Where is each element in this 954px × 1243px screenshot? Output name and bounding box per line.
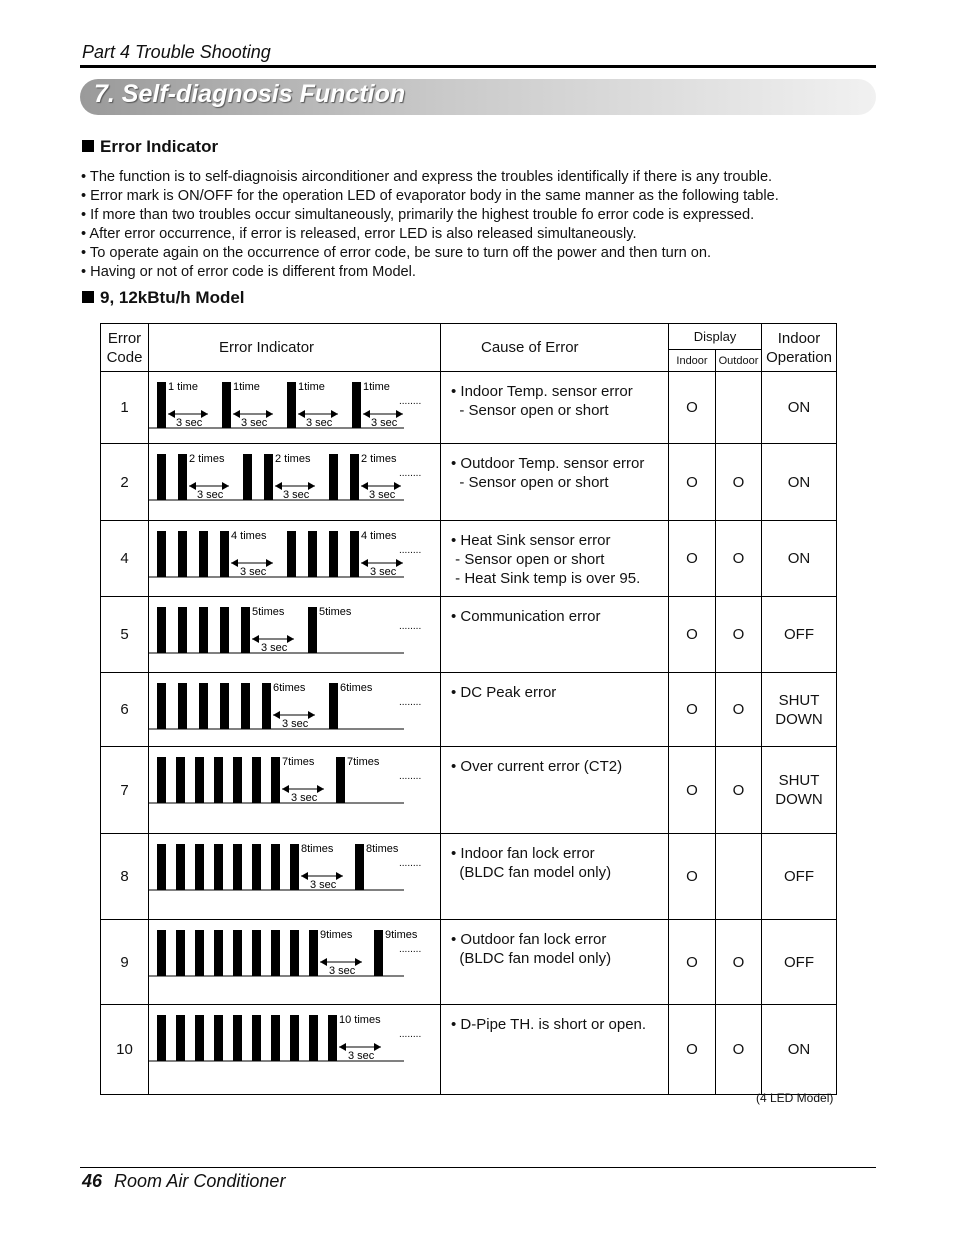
pulse-bar [350,454,359,500]
pulse-bar [199,683,208,729]
pulse-bar [214,930,223,976]
indoor-led-mark: O [686,399,698,416]
pulse-bar [214,757,223,803]
operation-text: OFF [784,953,814,971]
bullet-item: • After error occurrence, if error is released, error LED is also released simultaneously. [81,226,637,242]
outdoor-led-cell [716,747,762,834]
section-heading-text: 9, 12kBtu/h Model [100,288,245,307]
pulse-count-label: 1time [298,381,325,393]
pulse-count-label: 8times [301,843,334,855]
operation-text: ON [787,1041,811,1058]
pulse-bar [252,930,261,976]
arrowhead-left-icon [275,482,282,490]
operation-text: SHUT DOWN [775,691,823,728]
pulse-bar [233,930,242,976]
error-code: 2 [120,473,129,491]
indoor-led-cell [669,673,716,747]
continuation-dots: ........ [399,621,422,632]
indoor-led-mark: O [686,701,698,718]
outdoor-led-cell [716,1005,762,1095]
error-indicator-cell [149,834,441,920]
pulse-count-label: 7times [282,756,315,768]
cause-cell [441,597,669,673]
bullet-item: • Having or not of error code is different from Model. [81,264,416,280]
continuation-dots: ........ [399,1029,422,1040]
cause-text: • D-Pipe TH. is short or open. [451,1016,647,1033]
pulse-bar [157,757,166,803]
interval-label: 3 sec [370,566,397,578]
pulse-bar [176,930,185,976]
arrowhead-right-icon [317,785,324,793]
table-row [101,521,837,597]
arrowhead-left-icon [233,410,240,418]
pulse-bar [178,531,187,577]
arrowhead-left-icon [168,410,175,418]
continuation-dots: ........ [399,858,422,869]
pulse-count-label: 6times [273,682,306,694]
pulse-bar [329,454,338,500]
outdoor-led-cell [716,521,762,597]
cause-text: • Indoor fan lock error (BLDC fan model only) [451,845,612,881]
indoor-led-cell [669,597,716,673]
interval-label: 3 sec [261,642,288,654]
pulse-count-label: 7times [347,756,380,768]
pulse-count-label: 2 times [189,453,225,465]
indoor-led-mark: O [686,473,698,491]
cause-cell [441,521,669,597]
pulse-bar [195,1015,204,1061]
cause-text: • Over current error (CT2) [451,758,623,775]
arrowhead-right-icon [374,1043,381,1051]
arrowhead-left-icon [252,635,259,643]
cause-text: • Outdoor fan lock error (BLDC fan model only) [451,931,612,967]
indoor-led-cell [669,747,716,834]
pulse-count-label: 2 times [361,453,397,465]
pulse-diagram [149,444,439,520]
interval-label: 3 sec [240,566,267,578]
interval-label: 3 sec [291,792,318,804]
pulse-bar [220,531,229,577]
pulse-bar [287,382,296,428]
cause-cell [441,372,669,444]
arrowhead-right-icon [266,559,273,567]
pulse-bar [233,1015,242,1061]
error-indicator-cell [149,920,441,1005]
pulse-bar [157,454,166,500]
error-code: 9 [120,953,129,971]
pulse-bar [195,930,204,976]
footer-title: Room Air Conditioner [114,1171,286,1191]
outdoor-led-mark: O [732,550,745,567]
table-row [101,920,837,1005]
section-heading-model [82,288,245,308]
error-code: 5 [120,626,129,643]
cause-text: • Outdoor Temp. sensor error - Sensor open or short [451,455,645,491]
interval-label: 3 sec [371,417,398,429]
pulse-count-label: 5times [319,606,352,618]
table-row [101,673,837,747]
indoor-led-mark: O [686,868,698,885]
continuation-dots: ........ [399,944,422,955]
indoor-led-cell [669,372,716,444]
interval-label: 3 sec [329,965,356,977]
pulse-count-label: 8times [366,843,399,855]
header-error-indicator: Error Indicator [149,324,441,372]
interval-label: 3 sec [369,489,396,501]
interval-label: 3 sec [283,489,310,501]
operation-text: OFF [784,868,814,885]
operation-cell [762,444,837,521]
interval-label: 3 sec [282,718,309,730]
arrowhead-left-icon [282,785,289,793]
pulse-bar [195,844,204,890]
header-display: Display [669,324,762,350]
pulse-diagram [149,1005,439,1094]
cause-cell [441,673,669,747]
indoor-led-cell [669,1005,716,1095]
cause-cell [441,747,669,834]
error-code-cell [101,597,149,673]
pulse-bar [214,844,223,890]
cause-text: • Indoor Temp. sensor error - Sensor open or short [451,383,633,419]
indoor-led-cell [669,444,716,521]
pulse-bar [262,683,271,729]
indoor-led-mark: O [686,550,698,567]
cause-cell [441,834,669,920]
arrowhead-left-icon [189,482,196,490]
pulse-count-label: 1 time [168,381,198,393]
header-operation: Indoor Operation [762,324,837,372]
pulse-bar [199,531,208,577]
pulse-bar [352,382,361,428]
pulse-count-label: 6times [340,682,373,694]
outdoor-led-cell [716,673,762,747]
cause-text: • Communication error [451,608,601,625]
indoor-led-cell [669,920,716,1005]
outdoor-led-mark: O [732,701,745,718]
pulse-bar [252,757,261,803]
pulse-bar [241,607,250,653]
cause-text: • Heat Sink sensor error - Sensor open or short - Heat Sink temp is over 95. [451,532,641,587]
operation-text: ON [787,473,811,491]
arrowhead-right-icon [396,559,403,567]
pulse-bar [157,683,166,729]
pulse-bar [329,683,338,729]
table-row [101,747,837,834]
continuation-dots: ........ [399,697,422,708]
error-code-cell [101,747,149,834]
outdoor-led-mark: O [732,626,745,643]
table-note: (4 LED Model) [756,1091,834,1105]
outdoor-led-cell [716,597,762,673]
header-indoor: Indoor [669,350,716,372]
page-number: 46 [82,1171,103,1191]
pulse-bar [308,531,317,577]
pulse-bar [178,683,187,729]
arrowhead-right-icon [308,711,315,719]
pulse-bar [309,930,318,976]
pulse-bar [195,757,204,803]
pulse-bar [214,1015,223,1061]
error-code-table [100,323,837,1095]
indoor-led-mark: O [686,781,698,799]
arrowhead-left-icon [361,559,368,567]
table-row [101,372,837,444]
outdoor-led-mark: O [732,781,745,799]
bullet-item: • If more than two troubles occur simultaneously, primarily the highest trouble fo error code is expressed. [81,207,755,223]
interval-label: 3 sec [197,489,224,501]
pulse-bar [271,1015,280,1061]
error-indicator-cell [149,521,441,597]
pulse-count-label: 9times [385,929,418,941]
arrowhead-left-icon [231,559,238,567]
pulse-bar [355,844,364,890]
footer [82,1171,285,1192]
cause-text: • DC Peak error [451,684,557,701]
error-indicator-cell [149,597,441,673]
pulse-bar [157,1015,166,1061]
table-row [101,834,837,920]
outdoor-led-cell [716,444,762,521]
outdoor-led-mark: O [732,953,745,971]
pulse-bar [241,683,250,729]
pulse-bar [220,607,229,653]
table-row [101,1005,837,1095]
indoor-led-mark: O [686,953,698,971]
pulse-bar [157,930,166,976]
pulse-bar [271,844,280,890]
cause-cell [441,1005,669,1095]
pulse-bar [157,531,166,577]
interval-label: 3 sec [310,879,337,891]
bullet-list [81,168,779,282]
error-code-cell [101,372,149,444]
header-rule [80,65,876,68]
pulse-bar [308,607,317,653]
pulse-diagram [149,521,439,596]
pulse-bar [176,1015,185,1061]
error-code: 7 [120,781,129,799]
pulse-bar [178,454,187,500]
indoor-led-cell [669,521,716,597]
error-code-cell [101,444,149,521]
arrowhead-left-icon [301,872,308,880]
arrowhead-right-icon [355,958,362,966]
outdoor-led-mark: O [732,1041,745,1058]
operation-cell [762,1005,837,1095]
arrowhead-right-icon [287,635,294,643]
interval-label: 3 sec [241,417,268,429]
operation-cell [762,597,837,673]
error-indicator-cell [149,444,441,521]
pulse-bar [233,844,242,890]
pulse-count-label: 4 times [361,530,397,542]
pulse-bar [374,930,383,976]
pulse-bar [329,531,338,577]
continuation-dots: ........ [399,545,422,556]
pulse-bar [157,607,166,653]
pulse-bar [336,757,345,803]
indoor-led-cell [669,834,716,920]
outdoor-led-mark: O [732,473,745,491]
outdoor-led-cell [716,372,762,444]
error-code: 10 [116,1041,133,1058]
pulse-diagram [149,597,439,672]
bullet-item: • The function is to self-diagnoisis airconditioner and express the troubles identifically if there is any trouble. [81,169,773,185]
pulse-count-label: 1time [233,381,260,393]
pulse-bar [176,757,185,803]
outdoor-led-cell [716,834,762,920]
table-row [101,444,837,521]
arrowhead-left-icon [273,711,280,719]
error-code-cell [101,834,149,920]
pulse-count-label: 10 times [339,1014,381,1026]
pulse-bar [290,1015,299,1061]
pulse-bar [176,844,185,890]
pulse-bar [252,1015,261,1061]
error-indicator-cell [149,372,441,444]
error-code-cell [101,673,149,747]
header-error-code: Error Code [101,324,149,372]
error-code-cell [101,920,149,1005]
arrowhead-left-icon [320,958,327,966]
pulse-count-label: 1time [363,381,390,393]
interval-label: 3 sec [176,417,203,429]
pulse-bar [233,757,242,803]
pulse-bar [264,454,273,500]
square-bullet-icon [82,291,94,303]
interval-label: 3 sec [348,1050,375,1062]
operation-text: ON [787,399,811,416]
pulse-bar [222,382,231,428]
operation-text: SHUT DOWN [775,772,823,808]
error-code: 8 [120,868,129,885]
operation-cell [762,673,837,747]
section-heading-error-indicator [82,137,218,157]
pulse-bar [290,844,299,890]
bullet-item: • Error mark is ON/OFF for the operation LED of evaporator body in the same manner as the following table. [81,188,779,204]
operation-cell [762,521,837,597]
continuation-dots: ........ [399,468,422,479]
error-indicator-cell [149,747,441,834]
cause-cell [441,444,669,521]
operation-cell [762,920,837,1005]
table-row [101,597,837,673]
arrowhead-left-icon [298,410,305,418]
pulse-bar [328,1015,337,1061]
pulse-bar [199,607,208,653]
pulse-diagram [149,747,439,833]
outdoor-led-cell [716,920,762,1005]
page-title: 7. Self-diagnosis Function [94,80,406,108]
interval-label: 3 sec [306,417,333,429]
section-heading-text: Error Indicator [100,137,219,156]
continuation-dots: ........ [399,771,422,782]
error-indicator-cell [149,673,441,747]
arrowhead-left-icon [339,1043,346,1051]
header-outdoor: Outdoor [716,350,762,372]
pulse-diagram [149,834,439,919]
arrowhead-left-icon [363,410,370,418]
header-part-label: Part 4 Trouble Shooting [82,42,271,62]
indoor-led-mark: O [686,626,698,643]
pulse-count-label: 2 times [275,453,311,465]
operation-cell [762,834,837,920]
pulse-diagram [149,372,439,443]
pulse-bar [243,454,252,500]
pulse-bar [178,607,187,653]
arrowhead-left-icon [361,482,368,490]
error-code: 4 [120,550,129,567]
pulse-bar [157,844,166,890]
pulse-bar [350,531,359,577]
square-bullet-icon [82,140,94,152]
pulse-count-label: 4 times [231,530,267,542]
operation-text: OFF [784,626,814,643]
operation-text: ON [787,550,811,567]
pulse-bar [271,757,280,803]
indoor-led-mark: O [686,1041,698,1058]
pulse-count-label: 5times [252,606,285,618]
bullet-item: • To operate again on the occurrence of error code, be sure to turn off the power and then turn on. [81,245,712,261]
cause-cell [441,920,669,1005]
operation-cell [762,747,837,834]
pulse-bar [271,930,280,976]
operation-cell [762,372,837,444]
pulse-diagram [149,920,439,1004]
pulse-bar [290,930,299,976]
continuation-dots: ........ [399,396,422,407]
pulse-bar [309,1015,318,1061]
error-code-cell [101,1005,149,1095]
pulse-bar [220,683,229,729]
footer-rule [80,1167,876,1168]
error-indicator-cell [149,1005,441,1095]
pulse-bar [157,382,166,428]
pulse-count-label: 9times [320,929,353,941]
pulse-diagram [149,673,439,746]
pulse-bar [287,531,296,577]
error-code: 6 [120,701,129,718]
arrowhead-right-icon [336,872,343,880]
header-cause: Cause of Error [441,324,669,372]
pulse-bar [252,844,261,890]
error-code-cell [101,521,149,597]
error-code: 1 [120,399,129,416]
